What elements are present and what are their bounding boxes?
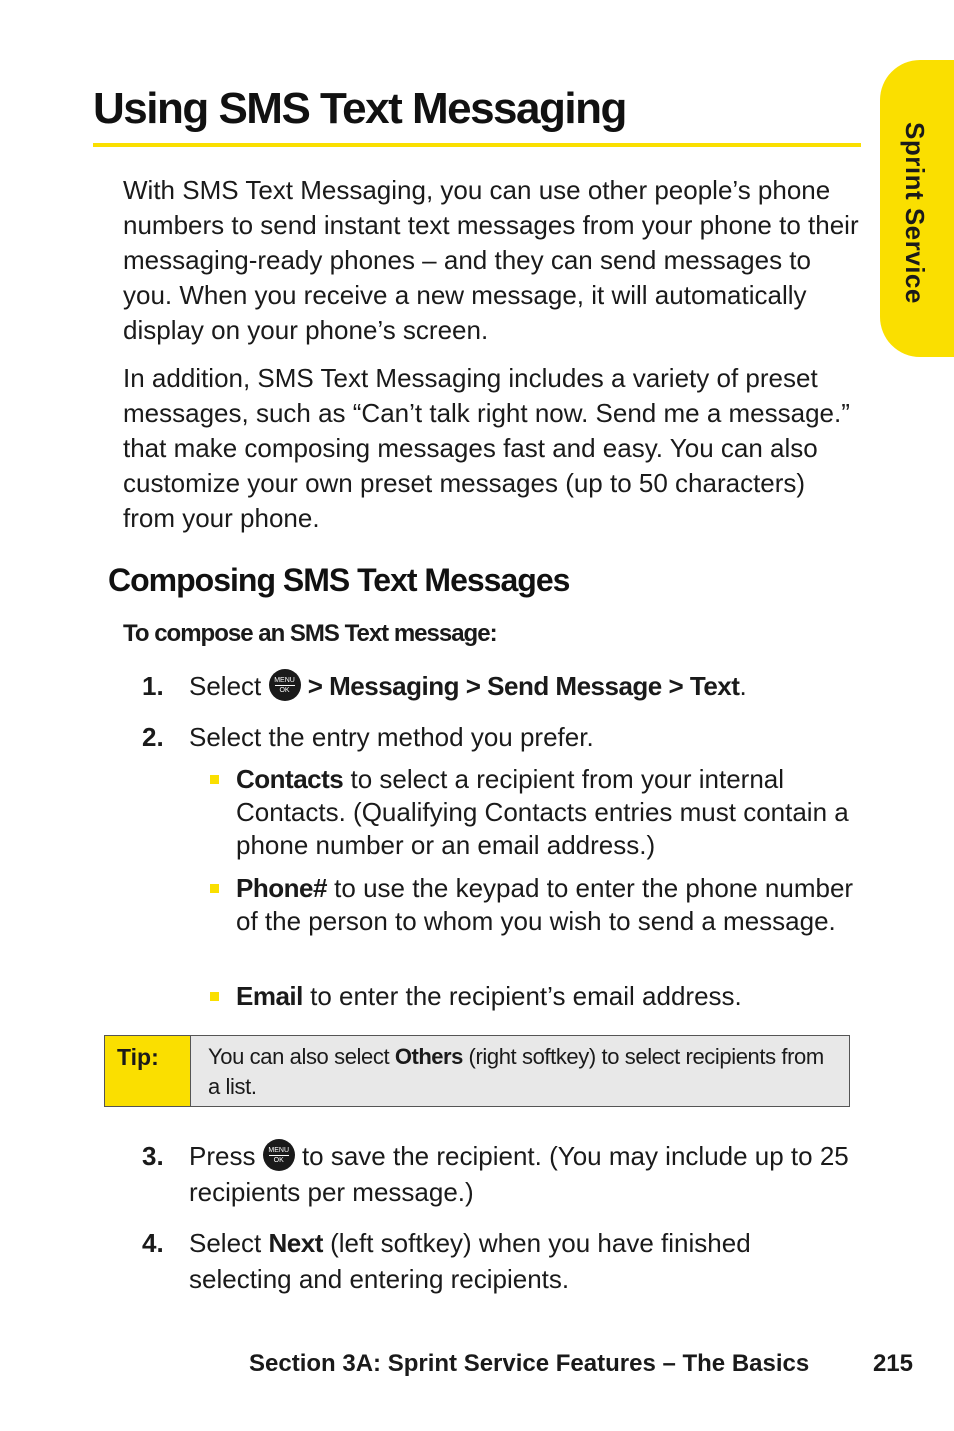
bullet-term: Contacts: [236, 764, 344, 794]
bullet-term: Email: [236, 981, 303, 1011]
step-text: (left softkey) when you have finished selecting and entering recipients.: [189, 1228, 751, 1294]
bullet-square-icon: [210, 884, 219, 893]
step-text: Select: [189, 1228, 262, 1258]
step-term: Next: [268, 1228, 323, 1258]
step-body: [189, 1225, 859, 1297]
intro-paragraph-1: With SMS Text Messaging, you can use other people’s phone numbers to send instant text messages from your phone to their messaging-ready phones – and they can send messages to you. When you receive a new message, it will automatically display on your phone’s screen.: [123, 175, 859, 345]
step-text: Press: [189, 1141, 256, 1171]
page-number: 215: [872, 1350, 913, 1377]
bullet-text: to use the keypad to enter the phone number of the person to whom you wish to send a message.: [236, 873, 854, 936]
bullet-square-icon: [210, 992, 219, 1001]
menu-ok-key-icon: MENU OK: [269, 669, 301, 701]
step-number: 2.: [142, 722, 164, 752]
tip-box: [104, 1035, 850, 1107]
tip-term: Others: [394, 1044, 463, 1069]
side-tab-label: Sprint Service: [900, 122, 930, 304]
footer-section-title: Section 3A: Sprint Service Features – The Basics: [249, 1350, 810, 1377]
menu-path: > Messaging > Send Message > Text: [307, 671, 740, 701]
step-text: to save the recipient. (You may include up to 25 recipients per message.): [189, 1141, 849, 1207]
section-heading: Composing SMS Text Messages: [108, 562, 570, 598]
bullet-text: to enter the recipient’s email address.: [310, 981, 742, 1011]
intro-paragraph-2: In addition, SMS Text Messaging includes a variety of preset messages, such as “Can’t talk right now. Send me a message.” that make composing messages fast and easy. You can also customize your own preset messages (up to 50 characters) from your phone.: [123, 363, 850, 533]
menu-ok-key-icon: MENU OK: [263, 1139, 295, 1171]
step-number: 1.: [142, 671, 164, 701]
tip-label: Tip:: [105, 1036, 191, 1106]
procedure-heading: To compose an SMS Text message:: [123, 620, 497, 647]
step-body: [189, 668, 859, 704]
title-rule: [93, 143, 861, 147]
page-title: Using SMS Text Messaging: [93, 84, 626, 133]
bullet-square-icon: [210, 775, 219, 784]
step-text: .: [739, 671, 747, 701]
bullet-term: Phone#: [236, 873, 327, 903]
tip-text: You can also select Others (right softkey) to select recipients from a list.: [208, 1044, 824, 1099]
step-number: 4.: [142, 1228, 164, 1258]
step-body: [189, 1138, 859, 1210]
bullet-text: to select a recipient from your internal Contacts. (Qualifying Contacts entries must contain a phone number or an email address.): [236, 764, 849, 860]
side-tab: [880, 60, 954, 357]
step-number: 3.: [142, 1141, 164, 1171]
step-text: Select the entry method you prefer.: [189, 722, 594, 752]
step-text: Select: [189, 671, 262, 701]
